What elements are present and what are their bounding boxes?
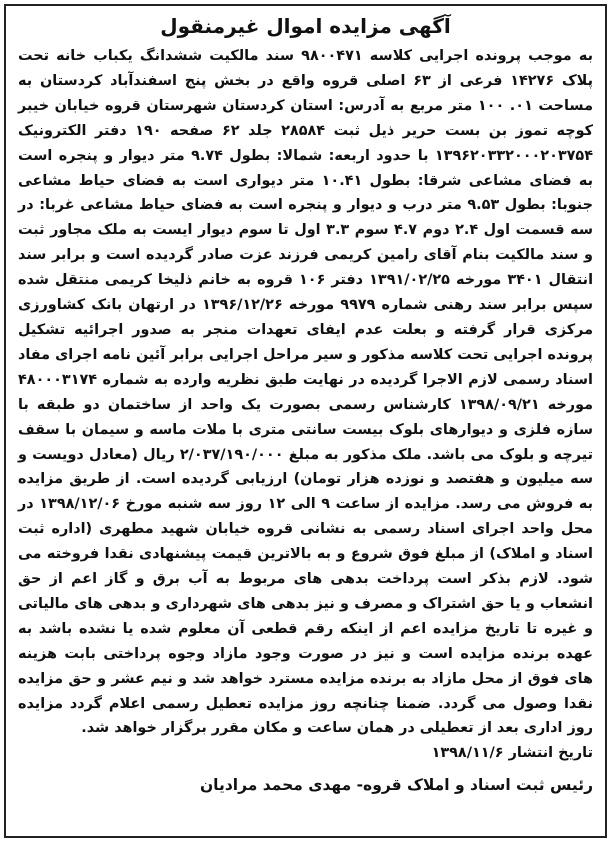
notice-body: به موجب پرونده اجرایی کلاسه ۹۸۰۰۴۷۱ سند مالکیت ششدانگ یکباب خانه تحت پلاک ۱۴۲۷۶ فرعی از ۶۳ اصلی قروه واقع در بخش پنج اسفندآباد کردستان به مساحت ۰۱. ۱۰۰ متر مربع به آدرس: استان کردستان شهرستان قروه خیابان خیبر کوچه تموز بن بست حریر ذیل ثبت ۲۸۵۸۴ جلد ۶۲ صفحه ۱۹۰ دفتر الکترونیک ۱۳۹۶۲۰۳۳۲۰۰۰۲۰۳۷۵۴ با حدود اربعه: شمالا: بطول ۹.۷۴ متر دیوار و پنجره است به فضای مشاعی شرقا: بطول ۱۰.۴۱ متر دیواری است به فضای حیاط مشاعی جنوبا: بطول ۹.۵۳ متر درب و دیوار و پنجره است به فضای حیاط مشاعی غربا: در سه قسمت اول ۲.۴ دوم ۴.۷ سوم ۳.۳ اول تا سوم دیوار ایست به ملک مجاور ثبت و سند مالکیت بنام آقای رامین کریمی فرزند عزت صادر گردیده است و برابر سند انتقال ۳۴۰۱ مورخه ۱۳۹۱/۰۲/۲۵ دفتر ۱۰۶ قروه به خانم ذلیخا کریمی منتقل شده سپس برابر سند رهنی شماره ۹۹۷۹ مورخه ۱۳۹۶/۱۲/۲۶ در ارتهان بانک کشاورزی مرکزی قرار گرفته و بعلت عدم ایفای تعهدات منجر به صدور اجرائیه تشکیل پرونده اجرایی تحت کلاسه مذکور و سیر مراحل اجرایی برابر آئین نامه اجرای مفاد اسناد رسمی لازم الاجرا گردیده در نهایت طبق نظریه وارده به شماره ۴۸۰۰۰۳۱۷۴ مورخه ۱۳۹۸/۰۹/۲۱ کارشناس رسمی بصورت یک واحد از ساختمان دو طبقه با سازه فلزی و دیوارهای بلوک بیست سانتی متری با ملات ماسه و سیمان با سقف تیرچه و بلوک می باشد. ملک مذکور به مبلغ ۲/۰۳۷/۱۹۰/۰۰۰ ریال (معادل دویست و سه میلیون و هفتصد و نوزده هزار تومان) ارزیابی گردیده است. از طریق مزایده به فروش می رسد. مزایده از ساعت ۹ الی ۱۲ روز سه شنبه مورخ ۱۳۹۸/۱۲/۰۶ در محل واحد اجرای اسناد رسمی به نشانی قروه خیابان شهید مطهری (اداره ثبت اسناد و املاک) از مبلغ فوق شروع و به بالاترین قیمت پیشنهادی نقدا فروخته می شود. لازم بذکر است پرداخت بدهی های مربوط به آب برق و گاز اعم از حق انشعاب و یا حق اشتراک و مصرف و نیز بدهی های شهرداری و بدهی های مالیاتی و غیره تا تاریخ مزایده اعم از اینکه رقم قطعی آن معلوم شده یا نشده باشد به عهده برنده مزایده است و نیز در صورت وجود مازاد وجوه پرداختی بابت هزینه های فوق از محل مازاد به برنده مزایده مسترد خواهد شد و نیم عشر و حق مزایده نقدا وصول می گردد. ضمنا چنانچه روز مزایده تعطیل رسمی اعلام گردد مزایده روز اداری بعد از تعطیلی در همان ساعت و مکان مقرر برگزار خواهد شد. [18, 48, 594, 737]
signatory: رئیس ثبت اسناد و املاک قروه- مهدی محمد مرادیان [199, 776, 593, 795]
publication-date: تاریخ انتشار ۱۳۹۸/۱۱/۶ [431, 745, 593, 762]
auction-notice [4, 4, 607, 838]
notice-title: آگهی مزایده اموال غیرمنقول [160, 14, 451, 38]
